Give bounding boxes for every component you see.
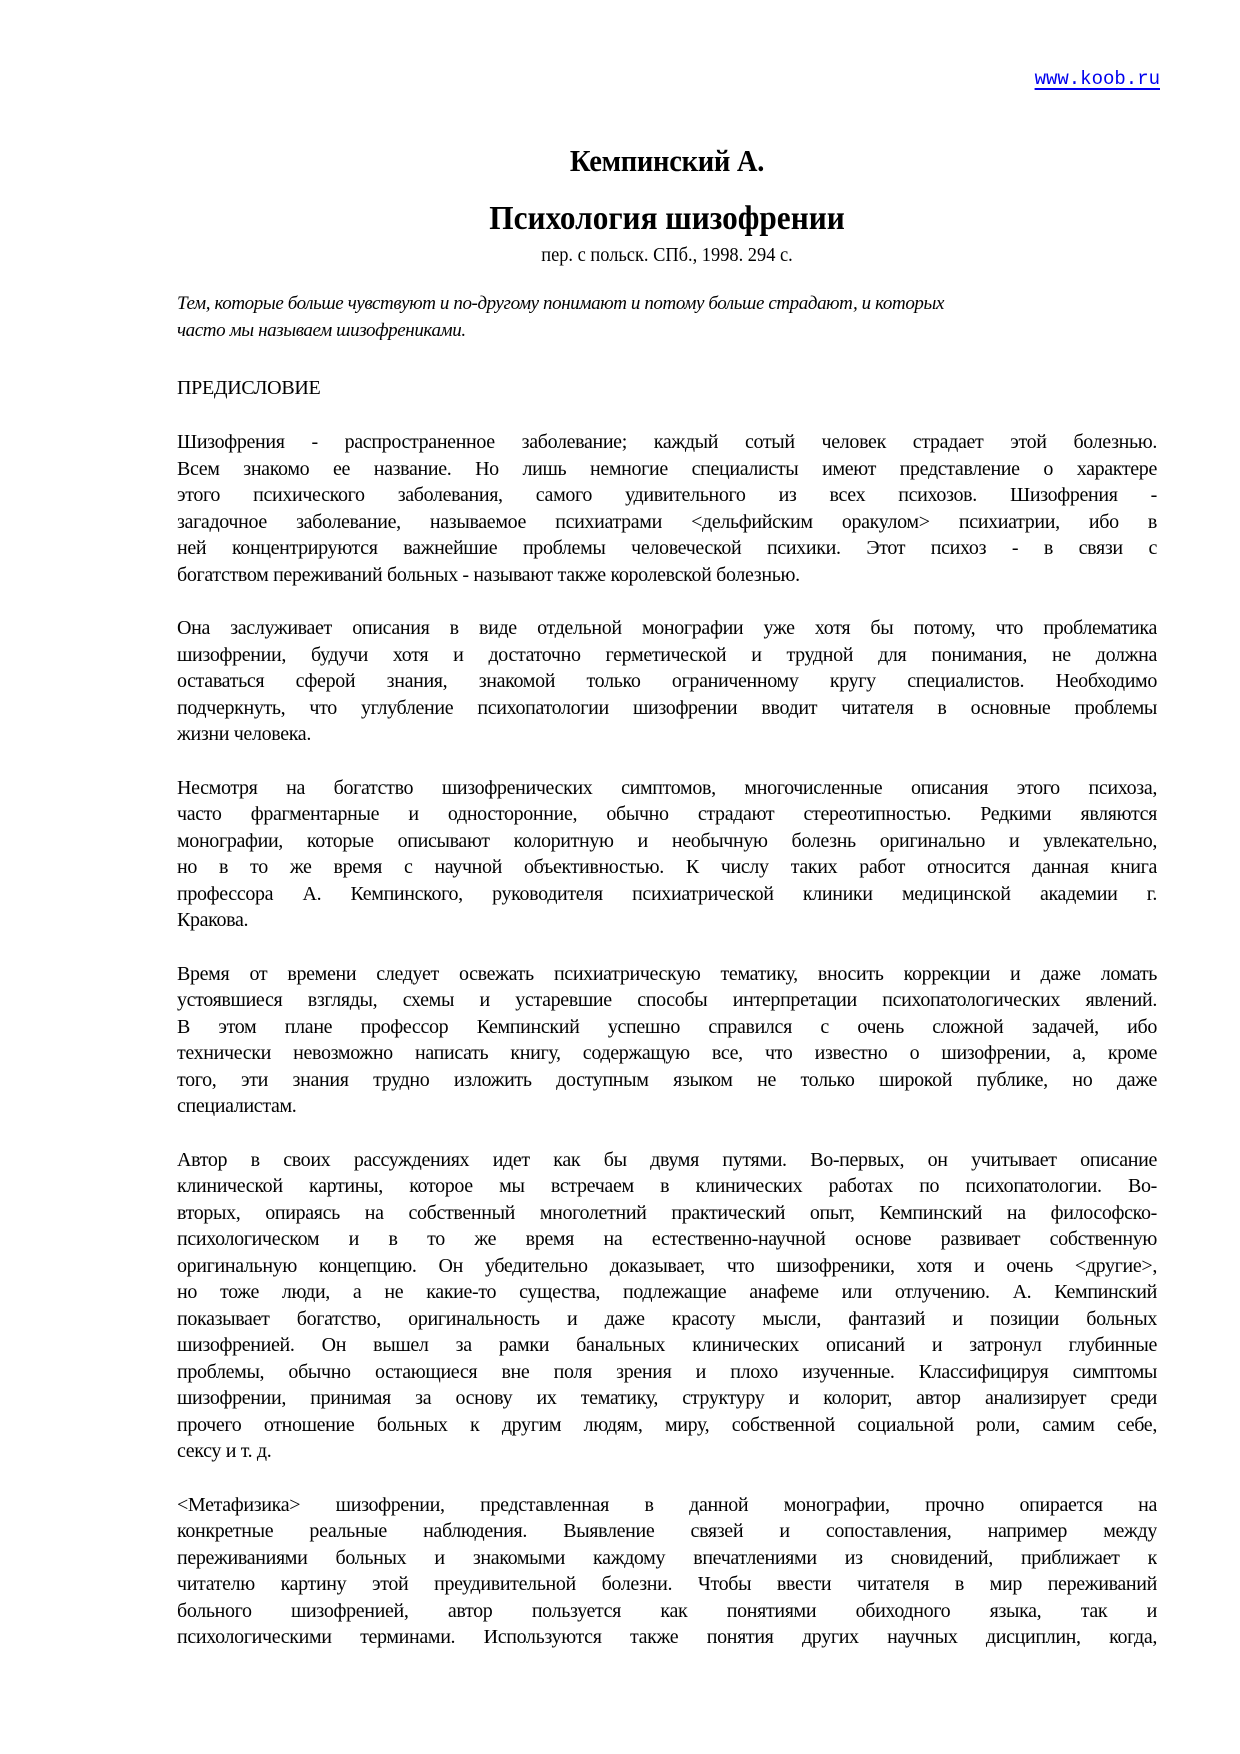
text-line: ней концентрируются важнейшие проблемы человеческой психики. Этот психоз - в связи с [177, 537, 1157, 559]
publication-info: пер. с польск. СПб., 1998. 294 с. [541, 244, 793, 266]
text-line: богатством переживаний больных - называют также королевской болезнью. [177, 563, 800, 586]
text-line: конкретные реальные наблюдения. Выявление связей и сопоставления, например между [177, 1520, 1157, 1542]
text-line: проблемы, обычно остающиеся вне поля зрения и плохо изученные. Классифицируя симптомы [177, 1360, 1157, 1383]
text-line: читателю картину этой преудивительной болезни. Чтобы ввести читателя в мир переживаний [177, 1573, 1157, 1595]
text-line: профессора А. Кемпинского, руководителя психиатрической клиники медицинской академии г. [177, 882, 1157, 905]
document-content [177, 140, 1157, 1651]
text-line: монографии, которые описывают колоритную и необычную болезнь оригинально и увлекательно, [177, 829, 1157, 852]
text-line: технически невозможно написать книгу, содержащую все, что известно о шизофрении, а, кроме [177, 1042, 1157, 1064]
paragraph [177, 1147, 1157, 1465]
text-line: сексу и т. д. [177, 1440, 272, 1462]
paragraph [177, 775, 1157, 934]
paragraph [177, 961, 1157, 1120]
text-line: психологическими терминами. Используются также понятия других научных дисциплин, когда, [177, 1626, 1157, 1648]
text-line: шизофрении, принимая за основу их тематику, структуру и колорит, автор анализирует среди [177, 1387, 1157, 1409]
paragraph [177, 1492, 1157, 1651]
text-line: Кракова. [177, 909, 249, 931]
text-line: Она заслуживает описания в виде отдельной монографии уже хотя бы потому, что проблематика [177, 617, 1157, 639]
text-line: этого психического заболевания, самого удивительного из всех психозов. Шизофрения - [177, 484, 1157, 506]
text-line: прочего отношение больных к другим людям, миру, собственной социальной роли, самим себе, [177, 1413, 1157, 1436]
text-line: шизофрении, будучи хотя и достаточно герметической и трудной для понимания, не должна [177, 643, 1157, 666]
text-line: но в то же время с научной объективностью. К числу таких работ относится данная книга [177, 856, 1157, 878]
text-line: устоявшиеся взгляды, схемы и устаревшие способы интерпретации психопатологических явлений. [177, 989, 1157, 1011]
text-line: жизни человека. [177, 723, 311, 745]
text-line: переживаниями больных и знакомыми каждому впечатлениями из сновидений, приближает к [177, 1546, 1157, 1569]
text-line: подчеркнуть, что углубление психопатологии шизофрении вводит читателя в основные проблемы [177, 696, 1157, 719]
text-line: Несмотря на богатство шизофренических симптомов, многочисленные описания этого психоза, [177, 776, 1157, 799]
paragraph [177, 429, 1157, 588]
book-title: Психология шизофрении [489, 200, 845, 237]
text-line: показывает богатство, оригинальность и даже красоту мысли, фантазий и позиции больных [177, 1307, 1157, 1330]
text-line: оригинальную концепцию. Он убедительно доказывает, что шизофреники, хотя и очень <другие>, [177, 1254, 1157, 1277]
text-line: клинической картины, которое мы встречаем в клинических работах по психопатологии. Во- [177, 1175, 1157, 1197]
site-link[interactable]: www.koob.ru [1034, 68, 1160, 90]
epigraph [177, 290, 1157, 344]
section-heading: ПРЕДИСЛОВИЕ [177, 377, 321, 399]
paragraph [177, 615, 1157, 748]
text-line: того, эти знания трудно изложить доступным языком не только широкой публике, но даже [177, 1068, 1157, 1091]
text-line: Шизофрения - распространенное заболевание; каждый сотый человек страдает этой болезнью. [177, 431, 1157, 453]
text-line: но тоже люди, а не какие-то существа, подлежащие анафеме или отлучению. А. Кемпинский [177, 1281, 1157, 1303]
text-line: Время от времени следует освежать психиатрическую тематику, вносить коррекции и даже ломать [177, 962, 1157, 985]
text-line: больного шизофренией, автор пользуется как понятиями обиходного языка, так и [177, 1599, 1157, 1622]
text-line: часто фрагментарные и односторонние, обычно страдают стереотипностью. Редкими являются [177, 803, 1157, 825]
text-line: Автор в своих рассуждениях идет как бы двумя путями. Во-первых, он учитывает описание [177, 1148, 1157, 1171]
text-line: загадочное заболевание, называемое психиатрами <дельфийским оракулом> психиатрии, ибо в [177, 510, 1157, 533]
text-line: Всем знакомо ее название. Но лишь немногие специалисты имеют представление о характере [177, 457, 1157, 480]
text-line: шизофренией. Он вышел за рамки банальных клинических описаний и затронул глубинные [177, 1334, 1157, 1356]
author-heading: Кемпинский А. [569, 143, 765, 178]
text-line: В этом плане профессор Кемпинский успешно справился с очень сложной задачей, ибо [177, 1015, 1157, 1038]
text-line: специалистам. [177, 1095, 297, 1117]
text-line: оставаться сферой знания, знакомой только ограниченному кругу специалистов. Необходимо [177, 670, 1157, 692]
epigraph-line: Тем, которые больше чувствуют и по-другому понимают и потому больше страдают, и которых [177, 293, 945, 314]
text-line: психологическом и в то же время на естественно-научной основе развивает собственную [177, 1228, 1157, 1250]
epigraph-line: часто мы называем шизофрениками. [177, 320, 466, 341]
text-line: <Метафизика> шизофрении, представленная в данной монографии, прочно опирается на [177, 1493, 1157, 1516]
text-line: вторых, опираясь на собственный многолетний практический опыт, Кемпинский на философско- [177, 1201, 1157, 1224]
